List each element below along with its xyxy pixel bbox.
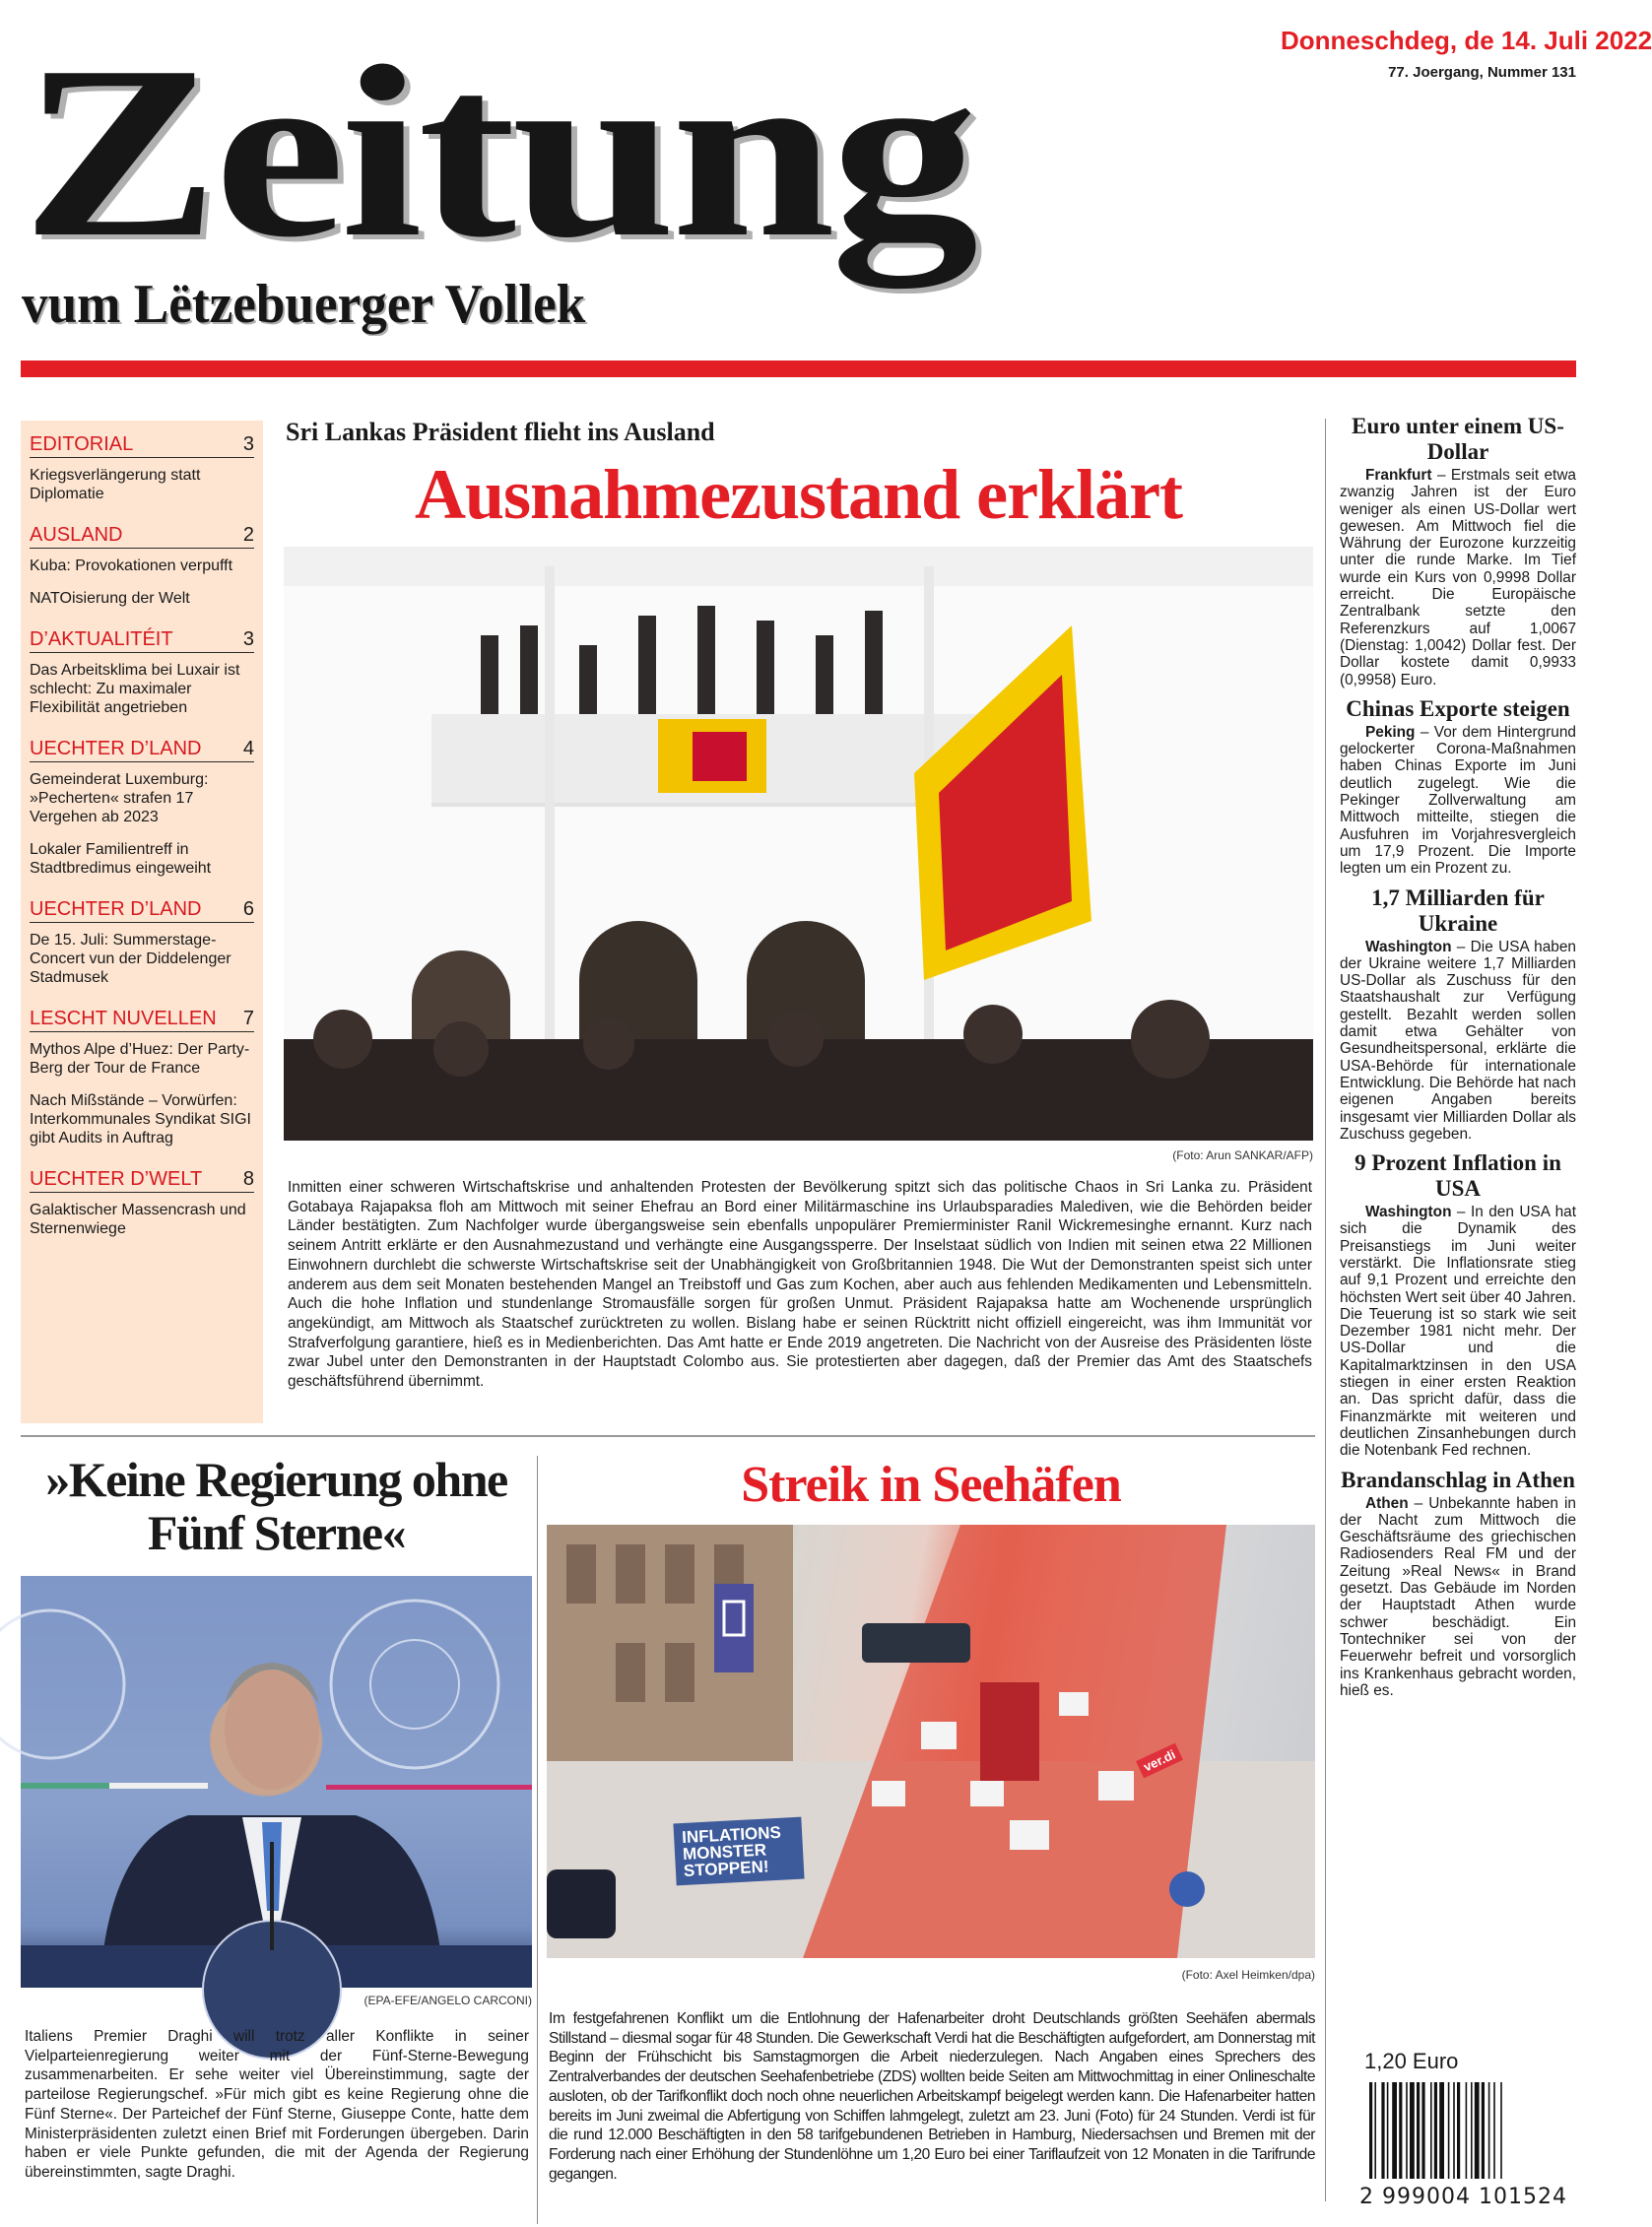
brief-dash: – — [1451, 1204, 1471, 1221]
section-page-number: 8 — [242, 1168, 254, 1190]
barcode-bar — [1448, 2082, 1450, 2179]
barcode-bar — [1399, 2082, 1402, 2179]
barcode-bar — [1434, 2082, 1437, 2179]
barcode-bar — [1381, 2082, 1384, 2179]
barcode-bar — [1406, 2082, 1408, 2179]
brief-dash: – — [1408, 1494, 1429, 1512]
barcode-bar — [1471, 2082, 1473, 2179]
lead-headline[interactable]: Ausnahmezustand erklärt — [414, 455, 1183, 534]
barcode-bar — [1374, 2082, 1376, 2179]
brief-dateline: Athen — [1365, 1494, 1409, 1512]
contents-item[interactable]: Gemeinderat Luxemburg: »Pecherten« strafen 17 Vergehen ab 2023 — [30, 771, 209, 825]
barcode-bar — [1453, 2082, 1455, 2179]
contents-section-header[interactable] — [30, 523, 254, 549]
brief-dash: – — [1431, 467, 1451, 484]
contents-item[interactable]: Lokaler Familientreff in Stadtbredimus eingeweiht — [30, 841, 212, 877]
contents-item[interactable]: NATOisierung der Welt — [30, 590, 190, 607]
bottom-column-divider — [537, 1456, 538, 2224]
barcode-number: 2 999004 101524 — [1359, 2185, 1578, 2210]
draghi-photo[interactable] — [21, 1576, 532, 1988]
brief-title[interactable]: 1,7 Milliarden für Ukraine — [1371, 884, 1545, 936]
barcode-bar — [1475, 2082, 1480, 2179]
contents-section — [30, 523, 254, 608]
brief-dateline: Washington — [1365, 938, 1452, 955]
barcode — [1359, 2082, 1578, 2212]
brief-body — [1340, 1204, 1576, 1459]
barcode-bar — [1439, 2082, 1444, 2179]
issue-number: 77. Joergang, Nummer 131 — [1388, 64, 1576, 81]
contents-section-header[interactable] — [30, 737, 254, 762]
barcode-bar — [1493, 2082, 1495, 2179]
brief-text: Erstmals seit etwa zwanzig Jahren ist der Euro weniger als einen US-Dollar wert gewesen. Am Mittwoch fiel die Währung der Eurozone kurzzeitig unter die runde Marke. Im Tief wurde ein Kurs von 0,9998 Dollar erreicht. Die Europäische Zentralbank setzte den Referenzkurs auf 1,0067 (Dienstag: 1,0042) Dollar fest. Der Dollar kostete damit 0,9933 (0,9958) Euro. — [1340, 467, 1576, 688]
barcode-bar — [1482, 2082, 1485, 2179]
barcode-bar — [1488, 2082, 1490, 2179]
brief-title[interactable]: 9 Prozent Inflation in USA — [1355, 1150, 1561, 1202]
price: 1,20 Euro — [1364, 2049, 1459, 2073]
draghi-photo-illustration — [21, 1576, 532, 1988]
brief-text: Unbekannte haben in der Nacht zum Mittwoch die Geschäftsräume des griechischen Radiosenders Real FM und der Zeitung »Real News« in Brand gesetzt. Das Gebäude im Norden der Hauptstadt Athen wurde schwer beschädigt. Ein Tontechniker sei von der Feuerwehr befreit und vorsorglich ins Krankenhaus gebracht worden, hieß es. — [1340, 1494, 1576, 1699]
brief-body — [1340, 1495, 1576, 1700]
contents-section — [30, 737, 254, 878]
section-label: AUSLAND — [30, 524, 123, 546]
masthead-subtitle: vum Lëtzebuerger Vollek — [22, 274, 586, 335]
right-column-divider — [1325, 419, 1326, 2201]
lead-kicker: Sri Lankas Präsident flieht ins Ausland — [286, 418, 715, 446]
contents-section — [30, 1007, 254, 1147]
contents-item[interactable]: Mythos Alpe d’Huez: Der Party-Berg der Tour de France — [30, 1041, 250, 1077]
masthead-divider — [21, 360, 1576, 377]
barcode-bar — [1410, 2082, 1415, 2179]
barcode-bar — [1457, 2082, 1460, 2179]
section-page-number: 2 — [242, 524, 254, 546]
streik-photo-caption: (Foto: Axel Heimken/dpa) — [1181, 1968, 1315, 1982]
brief-text: In den USA hat sich die Dynamik des Preisanstiegs im Juni weiter verstärkt. Die Inflationsrate stieg auf 9,1 Prozent und erreichte den höchsten Wert seit über 40 Jahren. Die Teuerung ist so stark wie seit Dezember 1981 nicht mehr. Der US-Dollar und die Kapitalmarktzinsen in den USA stiegen in einer ersten Reaktion an. Das spricht dafür, dass die Finanzmärkte mit weiteren und deutlichen Zinsanhebungen durch die Notenbank Fed rechnen. — [1340, 1204, 1576, 1460]
lead-photo[interactable] — [284, 547, 1313, 1141]
barcode-bar — [1417, 2082, 1420, 2179]
streik-photo[interactable] — [547, 1525, 1315, 1958]
lead-photo-caption: (Foto: Arun SANKAR/AFP) — [1172, 1148, 1313, 1162]
contents-sidebar — [21, 421, 263, 1423]
contents-section — [30, 897, 254, 987]
brief-dash: – — [1451, 938, 1471, 955]
section-label: UECHTER D’LAND — [30, 738, 202, 759]
contents-section-header[interactable] — [30, 627, 254, 653]
news-briefs — [1340, 414, 1576, 1707]
brief-title[interactable]: Chinas Exporte steigen — [1346, 695, 1570, 721]
brief-body — [1340, 939, 1576, 1144]
contents-item[interactable]: Das Arbeitsklima bei Luxair ist schlecht: Zu maximaler Flexibilität angetrieben — [30, 662, 240, 716]
section-page-number: 7 — [242, 1008, 254, 1029]
brief-text: Vor dem Hintergrund gelockerter Corona-Maßnahmen haben Chinas Exporte im Juni deutlich zugelegt. Wie die Pekinger Zollverwaltung am Mittwoch mitteilte, stiegen die Ausfuhren im Vorjahresvergleich um 17,9 Prozent. Die Importe legten um ein Prozent zu. — [1340, 723, 1576, 878]
section-page-number: 6 — [242, 898, 254, 920]
section-page-number: 4 — [242, 738, 254, 759]
contents-section — [30, 627, 254, 717]
masthead-title: Zeitung — [22, 16, 974, 289]
brief-title[interactable]: Euro unter einem US-Dollar — [1352, 414, 1564, 464]
news-brief — [1340, 1468, 1576, 1700]
contents-section-header[interactable] — [30, 1007, 254, 1032]
contents-item[interactable]: Galaktischer Massencrash und Sternenwiege — [30, 1202, 246, 1237]
draghi-headline[interactable]: »Keine Regierung ohne Fünf Sterne« — [45, 1452, 507, 1560]
brief-dateline: Peking — [1365, 723, 1416, 741]
brief-body — [1340, 467, 1576, 688]
streik-photo-illustration — [547, 1525, 1315, 1958]
section-divider — [21, 1435, 1315, 1437]
brief-text: Die USA haben der Ukraine weitere 1,7 Milliarden US-Dollar als Zuschuss für den Staatshaushalt zur Verfügung gestellt. Bezahlt werden sollen damit etwa Gehälter von Gesundheitspersonal, erklärte die USA-Behörde für internationale Entwicklung. Die Behörde hat nach eigenen Angaben bereits insgesamt vier Milliarden Dollar als Zuschuss gegeben. — [1340, 938, 1576, 1143]
news-brief — [1340, 885, 1576, 1144]
brief-body — [1340, 724, 1576, 878]
barcode-bar — [1387, 2082, 1389, 2179]
contents-section — [30, 1167, 254, 1238]
contents-section — [30, 432, 254, 503]
brief-dateline: Washington — [1365, 1204, 1452, 1221]
section-label: UECHTER D’LAND — [30, 898, 202, 920]
brief-title[interactable]: Brandanschlag in Athen — [1341, 1467, 1575, 1492]
news-brief — [1340, 414, 1576, 688]
streik-headline[interactable]: Streik in Seehäfen — [741, 1457, 1121, 1513]
news-brief — [1340, 696, 1576, 878]
section-label: UECHTER D’WELT — [30, 1168, 203, 1190]
news-brief — [1340, 1150, 1576, 1459]
streik-body: Im festgefahrenen Konflikt um die Entlohnung der Hafenarbeiter droht Deutschlands größten Seehäfen abermals Stillstand – diesmal sogar für 48 Stunden. Die Gewerkschaft Verdi hat die Beschäftigten aufgefordert, am Donnerstag mit Beginn der Frühschicht bis Samstagmorgen die Arbeit niederzulegen. Nach Angaben eines Sprechers des Zentralverbandes der deutschen Seehafenbetriebe (ZDS) wollten beide Seiten am Mittwochmittag in einer Onlineschalte ausloten, ob der Tarifkonflikt doch noch ohne neuerlichen Arbeitskampf beigelegt werden kann. Die Hafenarbeiter hatten bereits im Juni zweimal die Abfertigung von Schiffen lahmgelegt, zuletzt am 23. Juni (Foto) für 24 Stunden. Verdi ist für die rund 12.000 Beschäftigten in den 58 tarifgebundenen Betrieben in Hamburg, Niedersachsen und Bremen mit der Forderung nach einer Erhöhung der Stundenlöhne um 1,20 Euro bei einer Tariflaufzeit von 12 Monaten in die Tarifrunde gegangen. — [549, 2010, 1315, 2183]
barcode-bar — [1466, 2082, 1468, 2179]
barcode-icon — [1359, 2082, 1578, 2181]
contents-section-header[interactable] — [30, 432, 254, 458]
section-page-number: 3 — [242, 433, 254, 455]
contents-item[interactable]: Kriegsverlängerung statt Diplomatie — [30, 467, 201, 502]
photo-banner-text: INFLATIONS MONSTER STOPPEN! — [673, 1817, 804, 1886]
lead-body: Inmitten einer schweren Wirtschaftskrise und anhaltenden Protesten der Bevölkerung spitzt sich das politische Chaos in Sri Lanka zu. Präsident Gotabaya Rajapaksa floh am Mittwoch mit seiner Ehefrau an Bord einer Militärmaschine ins Urlaubsparadies Malediven, wie die Behörden beider Länder bestätigten. Zum Nachfolger wurde übergangsweise sein ebenfalls unpopulärer Premierminister Ranil Wickremesinghe ernannt. Kurz nach seinem Antritt erklärte er den Ausnahmezustand und verhängte eine Ausgangssperre. Der Inselstaat südlich von Indien mit seinen etwa 22 Millionen Einwohnern durchlebt die schwerste Wirtschaftskrise seit der Unabhängigkeit von Großbritannien 1948. Die Wut der Demonstranten speist sich unter anderem aus dem seit Monaten bestehenden Mangel an Treibstoff und Gas zum Kochen, aber auch aus fehlenden Medikamenten und Lebensmitteln. Auch die hohe Inflation und stundenlange Stromausfälle sorgen für großen Unmut. Präsident Rajapaksa hatte am Wochenende ursprünglich angekündigt, am Mittwoch als Staatschef zurücktreten zu wollen. Bislang habe er seinen Rücktritt nicht offiziell eingereicht, was ihm Immunität vor Strafverfolgung garantiere, hieß es in Medienberichten. Das Amt hatte er Ende 2019 angetreten. Die Nachricht von der Ausreise des Präsidenten löste zwar Jubel unter den Demonstranten in der Hauptstadt Colombo aus. Sie protestierten aber dagegen, daß der Premier das Amt des Staatschefs geschäftsführend übernimmt. — [288, 1179, 1312, 1391]
contents-section-header[interactable] — [30, 897, 254, 923]
draghi-body: Italiens Premier Draghi will trotz aller Konflikte in seiner Vielparteienregierung weiter mit der Fünf-Sterne-Bewegung zusammenarbeiten. Er sehe weiter viel Übereinstimmung, sagte der parteilose Regierungschef. »Für mich gibt es keine Regierung ohne die Fünf Sterne«. Der Parteichef der Fünf Sterne, Giuseppe Conte, hatte dem Ministerpräsidenten zuletzt einen Brief mit Forderungen übergeben. Darin haben er viele Punkte gefunden, die mit der Agenda der Regierung übereinstimmten, sagte Draghi. — [25, 2028, 529, 2181]
section-page-number: 3 — [242, 628, 254, 650]
contents-section-header[interactable] — [30, 1167, 254, 1193]
section-label: D’AKTUALITÉIT — [30, 628, 173, 650]
contents-item[interactable]: Kuba: Provokationen verpufft — [30, 557, 233, 574]
lead-photo-illustration — [284, 547, 1313, 1141]
contents-item[interactable]: De 15. Juli: Summerstage-Concert vun der Diddelenger Stadmusek — [30, 932, 231, 986]
section-label: EDITORIAL — [30, 433, 134, 455]
dateline — [1281, 24, 1652, 85]
barcode-bar — [1430, 2082, 1432, 2179]
draghi-photo-caption: (EPA-EFE/ANGELO CARCONI) — [363, 1994, 532, 2007]
brief-dateline: Frankfurt — [1365, 467, 1432, 484]
brief-dash: – — [1415, 723, 1434, 741]
barcode-bar — [1421, 2082, 1424, 2179]
issue-date: Donneschdeg, de 14. Juli 2022 — [1281, 26, 1652, 55]
contents-item[interactable]: Nach Mißstände – Vorwürfen: Interkommunales Syndikat SIGI gibt Audits in Auftrag — [30, 1092, 251, 1146]
barcode-bar — [1369, 2082, 1372, 2179]
barcode-bar — [1500, 2082, 1502, 2179]
photo-flag-text: ver.di — [1136, 1743, 1183, 1779]
section-label: LESCHT NUVELLEN — [30, 1008, 217, 1029]
barcode-bar — [1392, 2082, 1397, 2179]
